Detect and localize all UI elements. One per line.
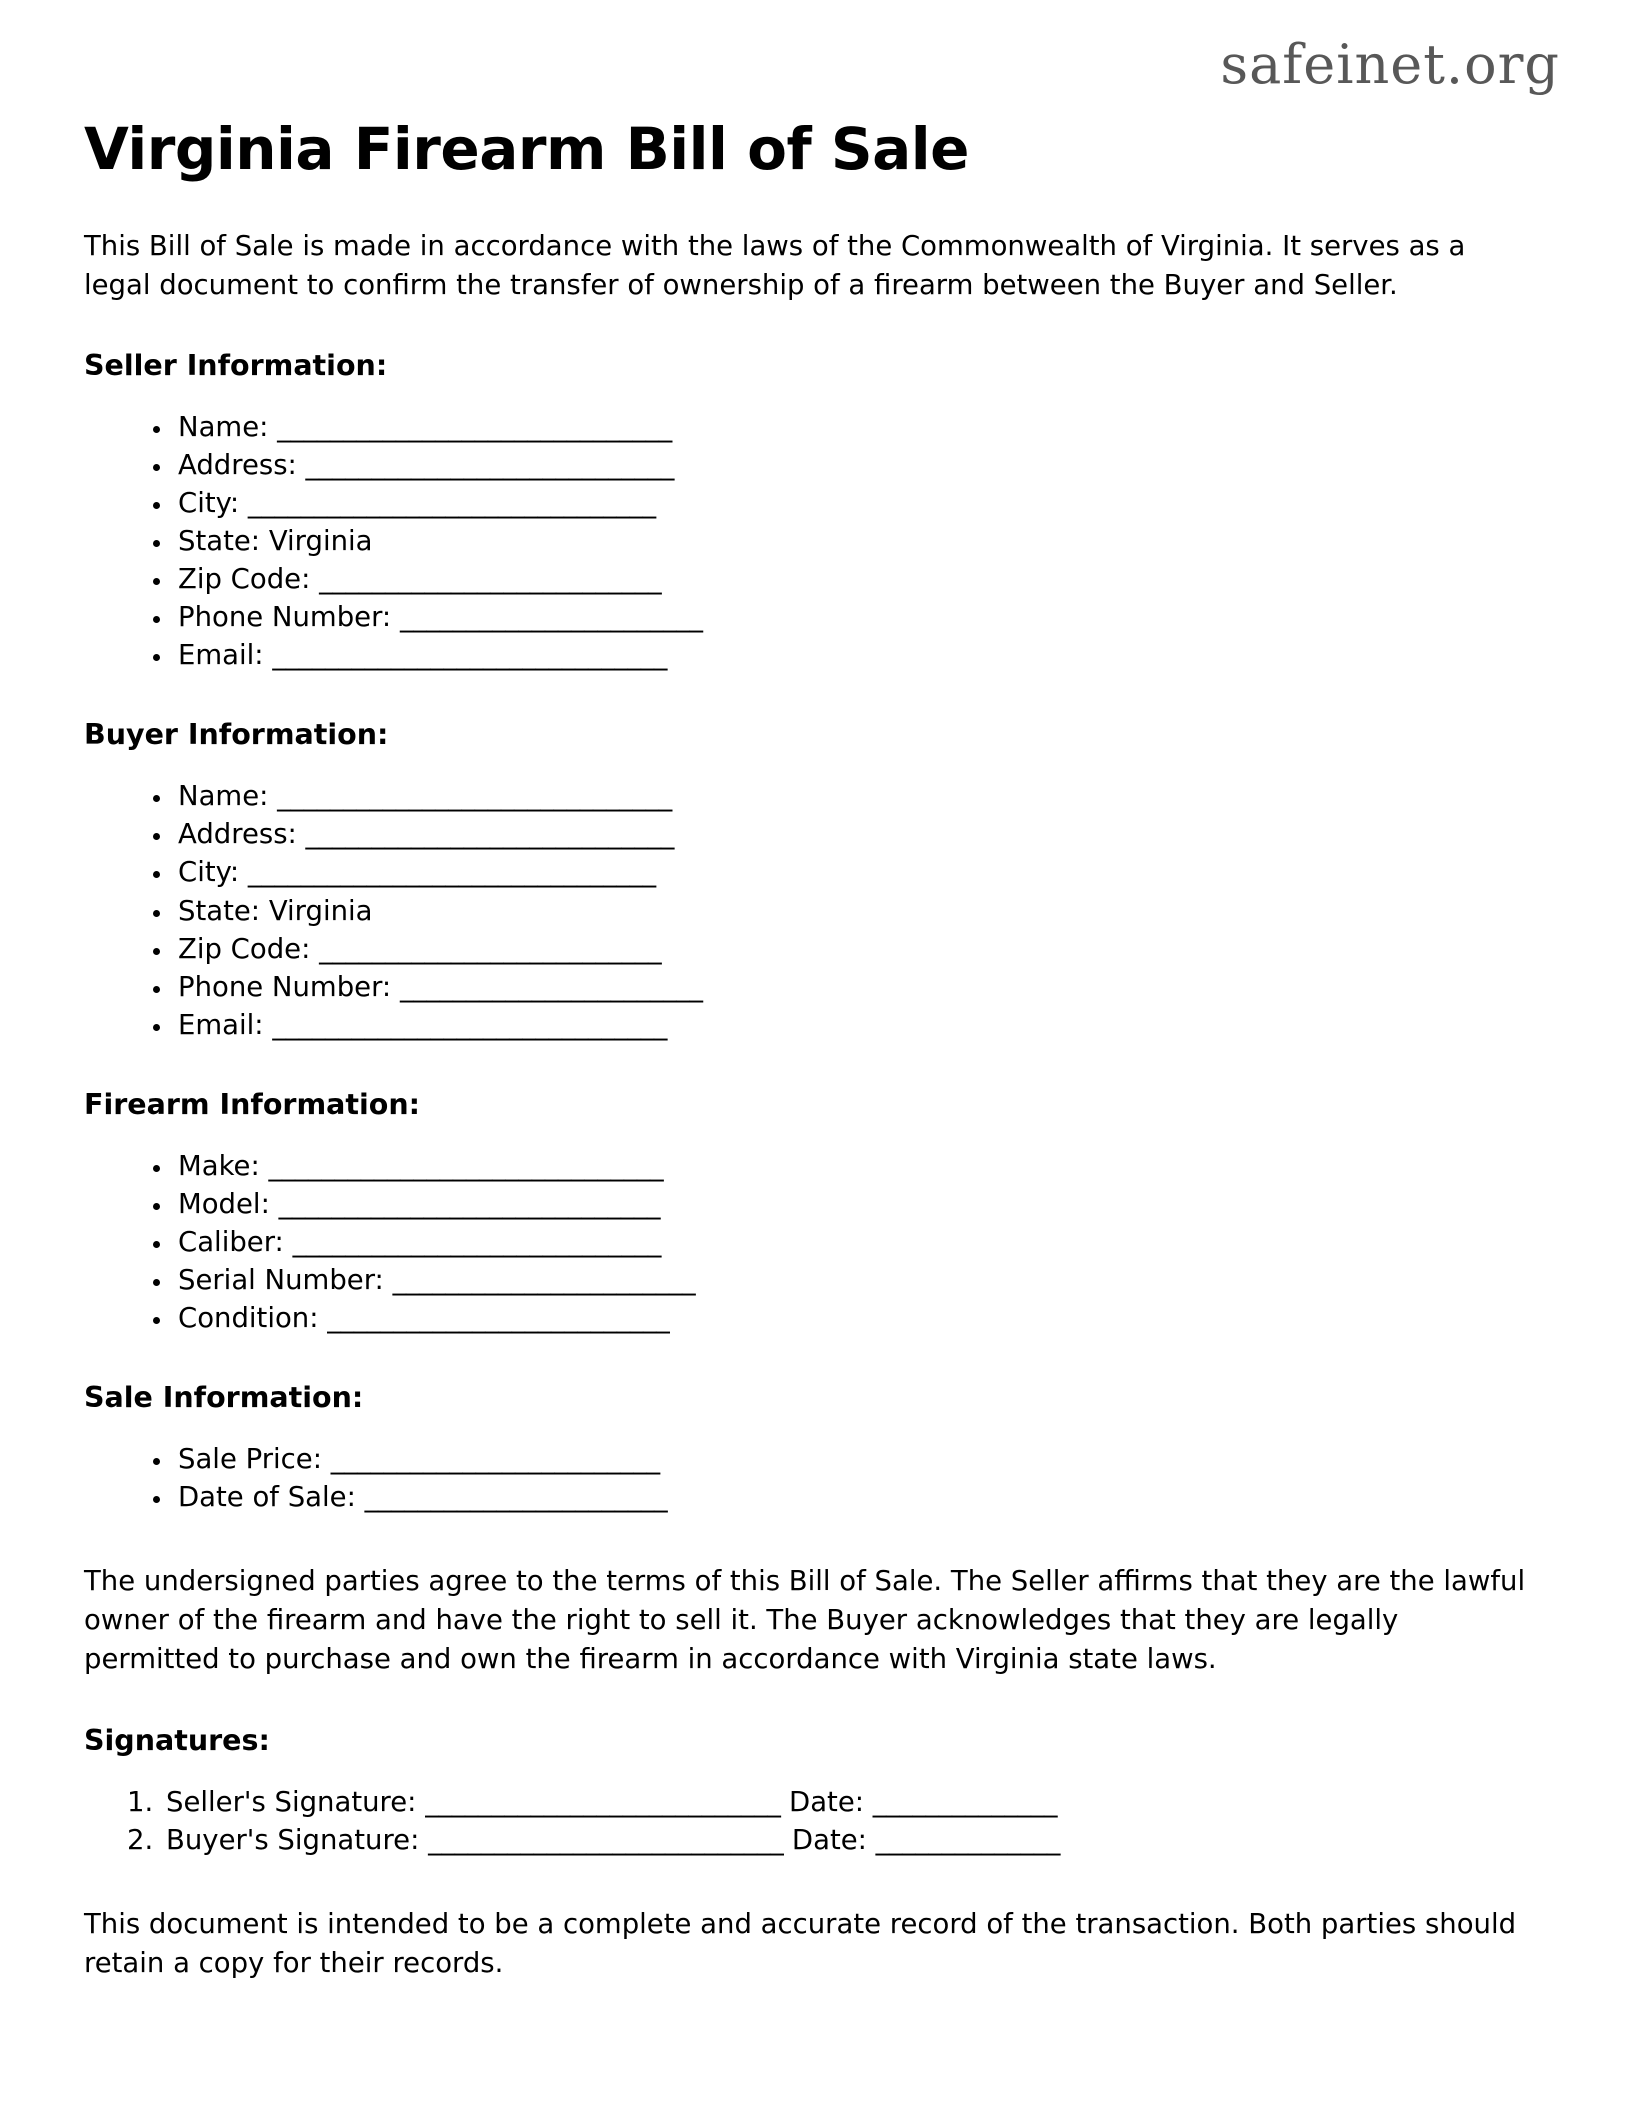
list-item — [174, 777, 1560, 815]
field-blank[interactable]: ____________________________ — [305, 448, 674, 481]
field-label: Zip Code: — [178, 932, 311, 965]
field-blank[interactable]: ______________________________ — [272, 1008, 667, 1041]
field-label: Name: — [178, 410, 269, 443]
field-label: Condition: — [178, 1302, 319, 1335]
firearm-field-list — [84, 1147, 1560, 1337]
list-item — [162, 1821, 1560, 1859]
list-item — [174, 853, 1560, 891]
field-blank[interactable]: ______________________________ — [268, 1149, 663, 1182]
field-label: City: — [178, 856, 240, 889]
field-value: Virginia — [268, 894, 373, 927]
list-item — [174, 1185, 1560, 1223]
field-label: Address: — [178, 448, 297, 481]
field-label: Phone Number: — [178, 601, 392, 634]
field-label: Email: — [178, 639, 264, 672]
buyer-field-list — [84, 777, 1560, 1044]
field-blank[interactable]: __________________________ — [319, 563, 661, 596]
signature-blank[interactable]: ___________________________ — [428, 1823, 784, 1856]
field-label: City: — [178, 486, 240, 519]
field-blank[interactable]: _______________________ — [392, 1264, 696, 1297]
field-label: Email: — [178, 1008, 264, 1041]
list-item — [174, 636, 1560, 674]
list-item — [174, 484, 1560, 522]
field-label: Phone Number: — [178, 970, 392, 1003]
field-value: Virginia — [268, 524, 373, 557]
field-label: Zip Code: — [178, 563, 311, 596]
list-item — [174, 408, 1560, 446]
date-blank[interactable]: ______________ — [872, 1785, 1057, 1818]
field-label: Name: — [178, 780, 269, 813]
closing-paragraph: This document is intended to be a complete and accurate record of the transaction. Both parties should retain a copy for their records. — [84, 1907, 1517, 1979]
list-item — [174, 598, 1560, 636]
field-label: Sale Price: — [178, 1443, 322, 1476]
date-label: Date: — [789, 1785, 865, 1818]
sale-field-list — [84, 1440, 1560, 1516]
buyer-information-heading: Buyer Information: — [84, 718, 389, 752]
list-item — [174, 446, 1560, 484]
list-item — [174, 1223, 1560, 1261]
field-blank[interactable]: _____________________________ — [278, 1187, 660, 1220]
field-blank[interactable]: _______________________________ — [247, 856, 656, 889]
list-item — [174, 892, 1560, 930]
field-blank[interactable]: ____________________________ — [292, 1225, 661, 1258]
list-item — [174, 968, 1560, 1006]
field-blank[interactable]: ____________________________ — [305, 818, 674, 851]
intro-paragraph: This Bill of Sale is made in accordance with the laws of the Commonwealth of Virginia. It serves as a legal document to confirm the transfer of ownership of a firearm between the Buyer and Seller. — [84, 229, 1466, 301]
field-blank[interactable]: __________________________ — [327, 1302, 670, 1335]
field-blank[interactable]: _______________________________ — [247, 486, 656, 519]
field-blank[interactable]: __________________________ — [319, 932, 661, 965]
list-item — [174, 1478, 1560, 1516]
list-item — [174, 815, 1560, 853]
list-item — [174, 1299, 1560, 1337]
list-item — [174, 522, 1560, 560]
field-label: Serial Number: — [178, 1264, 384, 1297]
signatures-heading: Signatures: — [84, 1723, 270, 1757]
field-label: Make: — [178, 1149, 260, 1182]
list-item — [174, 930, 1560, 968]
field-label: State: — [178, 524, 261, 557]
signature-list — [84, 1783, 1560, 1859]
list-item — [174, 560, 1560, 598]
seller-information-heading: Seller Information: — [84, 348, 388, 382]
date-blank[interactable]: ______________ — [875, 1823, 1060, 1856]
field-blank[interactable]: ______________________________ — [277, 780, 672, 813]
agreement-paragraph: The undersigned parties agree to the terms of this Bill of Sale. The Seller affirms that they are the lawful owner of the firearm and have the right to sell it. The Buyer acknowledges that they are legally permitted to purchase and own the firearm in accordance with Virginia state laws. — [84, 1565, 1526, 1676]
field-blank[interactable]: _______________________ — [399, 970, 703, 1003]
list-item — [162, 1783, 1560, 1821]
field-blank[interactable]: ______________________________ — [272, 639, 667, 672]
field-label: Caliber: — [178, 1225, 284, 1258]
field-blank[interactable]: ______________________________ — [277, 410, 672, 443]
field-label: Address: — [178, 818, 297, 851]
list-item — [174, 1440, 1560, 1478]
list-item — [174, 1261, 1560, 1299]
signature-label: Seller's Signature: — [166, 1785, 417, 1818]
field-blank[interactable]: _______________________ — [364, 1481, 668, 1514]
seller-field-list — [84, 408, 1560, 675]
firearm-information-heading: Firearm Information: — [84, 1087, 421, 1121]
field-label: Date of Sale: — [178, 1481, 356, 1514]
sale-information-heading: Sale Information: — [84, 1381, 364, 1415]
page-title: Virginia Firearm Bill of Sale — [84, 115, 970, 183]
field-blank[interactable]: _________________________ — [330, 1443, 660, 1476]
field-label: State: — [178, 894, 261, 927]
list-item — [174, 1147, 1560, 1185]
signature-blank[interactable]: ___________________________ — [425, 1785, 781, 1818]
site-watermark: safeinet.org — [1220, 33, 1560, 96]
field-label: Model: — [178, 1187, 270, 1220]
date-label: Date: — [791, 1823, 867, 1856]
list-item — [174, 1006, 1560, 1044]
field-blank[interactable]: _______________________ — [399, 601, 703, 634]
signature-label: Buyer's Signature: — [166, 1823, 420, 1856]
